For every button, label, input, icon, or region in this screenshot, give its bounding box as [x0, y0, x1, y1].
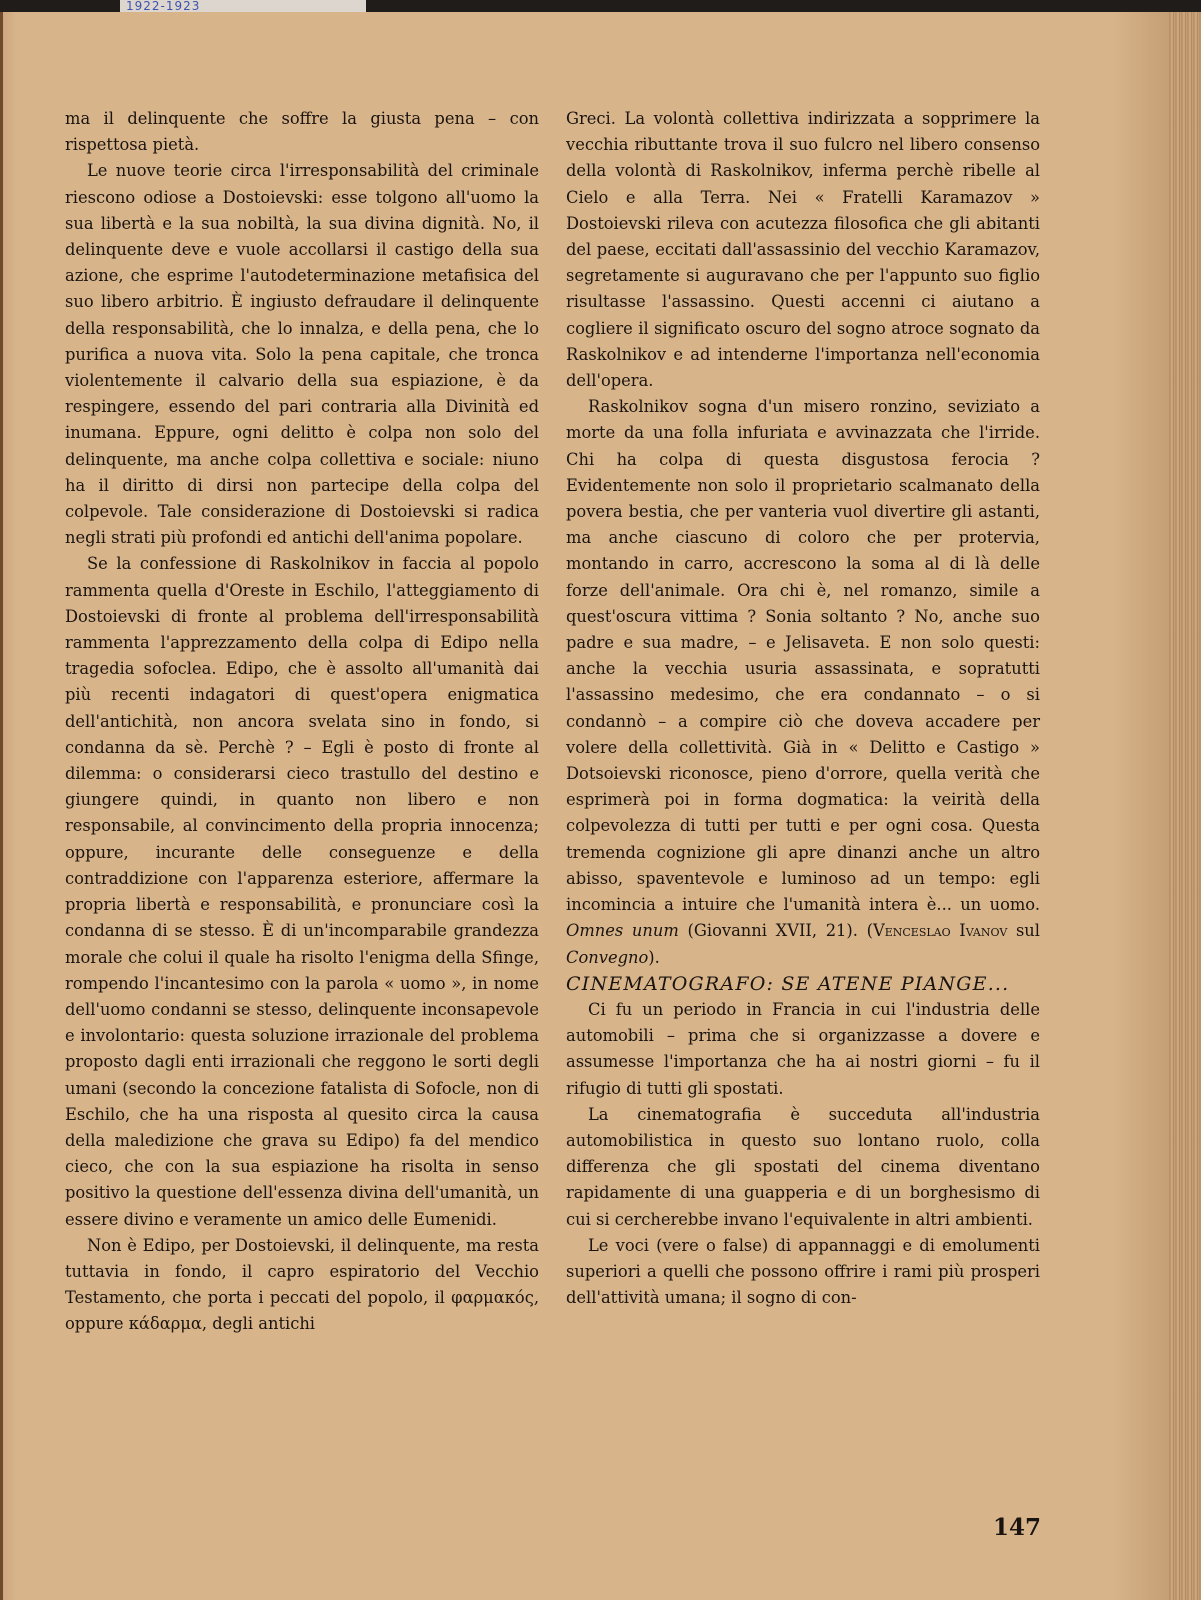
- paragraph: Le voci (vere o false) di appannaggi e di emolumenti superiori a quelli che possono offrire i rami più prosperi dell'attività umana; il sogno di con-: [566, 1235, 1040, 1308]
- author-name: Venceslao Ivanov: [872, 921, 1008, 941]
- citation: (Giovanni XVII, 21). (: [678, 921, 873, 941]
- paragraph: La cinematografia è succeduta all'industria automobilistica in questo suo lontano ruolo, colla differenza che gli spostati del cinema diventano rapidamente di una guapperia e di un borghesismo di cui si cercherebbe invano l'equivalente in altri ambienti.: [566, 1104, 1040, 1229]
- paragraph: Se la confessione di Raskolnikov in faccia al popolo rammenta quella d'Oreste in Eschilo, l'atteggiamento di Dostoievski di fronte al problema dell'irresponsabilità rammenta l'apprezzamento della colpa di Edipo nella tragedia sofoclea. Edipo, che è assolto all'umanità dai più recenti indagatori di quest'opera enigmatica dell'antichità, non ancora svelata sino in fondo, si condanna da sè. Perchè ? – Egli è posto di fronte al dilemma: o considerarsi cieco trastullo del destino e giungere quindi, in quanto non libero e non responsabile, al convincimento della propria innocenza; oppure, incurante delle conseguenze e della contraddizione con l'apparenza esteriore, affermare la propria libertà e responsabilità, e pronunciare così la condanna di se stesso. È di un'incomparabile grandezza morale che colui il quale ha risolto l'enigma della Sfinge, rompendo l'incantesimo con la parola « uomo », in nome dell'uomo condanni se stesso, delinquente inconsapevole e involontario: questa soluzione irrazionale del problema proposto dagli enti irrazionali che reggono le sorti degli umani (secondo la concezione fatalista di Sofocle, non di Eschilo, che ha una risposta al quesito circa la causa della maledizione che grava su Edipo) fa del mendico cieco, che con la sua espiazione ha risolta in senso positivo la questione dell'essenza divina dell'umanità, un essere divino e veramente un amico delle Eumenidi.: [65, 554, 539, 1229]
- paragraph: Non è Edipo, per Dostoievski, il delinquente, ma resta tuttavia in fondo, il capro espiratorio del Vecchio Testamento, che porta i peccati del popolo, il φαρμακός, oppure κάδαρμα, degli antichi: [65, 1235, 539, 1334]
- closing: ).: [648, 947, 660, 967]
- paragraph: ma il delinquente che soffre la giusta pena – con rispettosa pietà.: [65, 109, 539, 155]
- left-column: [65, 106, 539, 1338]
- library-tag: 1922-1923: [120, 0, 366, 12]
- page-number: 147: [993, 1514, 1042, 1541]
- paragraph: Le nuove teorie circa l'irresponsabilità del criminale riescono odiose a Dostoievski: esse tolgono all'uomo la sua libertà e la sua nobiltà, la sua divina dignità. No, il delinquente deve e vuole accollarsi il castigo della sua azione, che esprime l'autodeterminazione metafisica del suo libero arbitrio. È ingiusto defraudare il delinquente della responsabilità, che lo innalza, e della pena, che lo purifica a nuova vita. Solo la pena capitale, che tronca violentemente il calvario della sua espiazione, è da respingere, essendo del pari contraria alla Divinità ed inumana. Eppure, ogni delitto è colpa non solo del delinquente, ma anche colpa collettiva e sociale: niuno ha il diritto di dirsi non partecipe della colpa del colpevole. Tale considerazione di Dostoievski si radica negli strati più profondi ed antichi dell'anima popolare.: [65, 161, 539, 548]
- page-stack-edge: [1168, 12, 1201, 1600]
- paragraph: [566, 394, 1040, 970]
- journal-name: Convegno: [566, 947, 649, 967]
- latin-quote: Omnes unum: [566, 921, 679, 941]
- book-page: [0, 12, 1171, 1600]
- connector: sul: [1007, 921, 1041, 941]
- paragraph-text: Raskolnikov sogna d'un misero ronzino, seviziato a morte da una folla infuriata e avvinazzata che l'irride. Chi ha colpa di questa disgustosa ferocia ? Evidentemente non solo il proprietario scalmanato della povera bestia, che per vanteria vuol divertire gli astanti, ma anche ciascuno di coloro che per protervia, montando in carro, accrescono la soma al di là delle forze dell'animale. Ora chi è, nel romanzo, simile a quest'oscura vittima ? Sonia soltanto ? No, anche suo padre e sua madre, – e Jelisaveta. E non solo questi: anche la vecchia usuria assassinata, e sopratutti l'assassino medesimo, che era condannato – o si condannò – a compire ciò che doveva accadere per volere della collettività. Già in « Delitto e Castigo » Dotsoievski riconosce, pieno d'orrore, quella verità che esprimerà poi in forma dogmatica: la veirità della colpevolezza di tutti per tutti e per ogni cosa. Questa tremenda cognizione gli apre dinanzi anche un altro abisso, spaventevole e luminoso ad un tempo: egli incomincia a intuire che l'umanità intera è... un uomo.: [566, 397, 1040, 915]
- paragraph: Greci. La volontà collettiva indirizzata a sopprimere la vecchia ributtante trova il suo fulcro nel libero consenso della volontà di Raskolnikov, inferma perchè ribelle al Cielo e alla Terra. Nei « Fratelli Karamazov » Dostoievski rileva con acutezza filosofica che gli abitanti del paese, eccitati dall'assassinio del vecchio Karamazov, segretamente si auguravano che per l'appunto suo figlio risultasse l'assassino. Questi accenni ci aiutano a cogliere il significato oscuro del sogno atroce sognato da Raskolnikov e ad intenderne l'importanza nell'economia dell'opera.: [566, 109, 1040, 391]
- paragraph: Ci fu un periodo in Francia in cui l'industria delle automobili – prima che si organizzasse a dovere e assumesse l'importanza che ha ai nostri giorni – fu il rifugio di tutti gli spostati.: [566, 999, 1040, 1098]
- right-column: [566, 106, 1040, 1311]
- section-heading: CINEMATOGRAFO: SE ATENE PIANGE...: [566, 972, 1010, 995]
